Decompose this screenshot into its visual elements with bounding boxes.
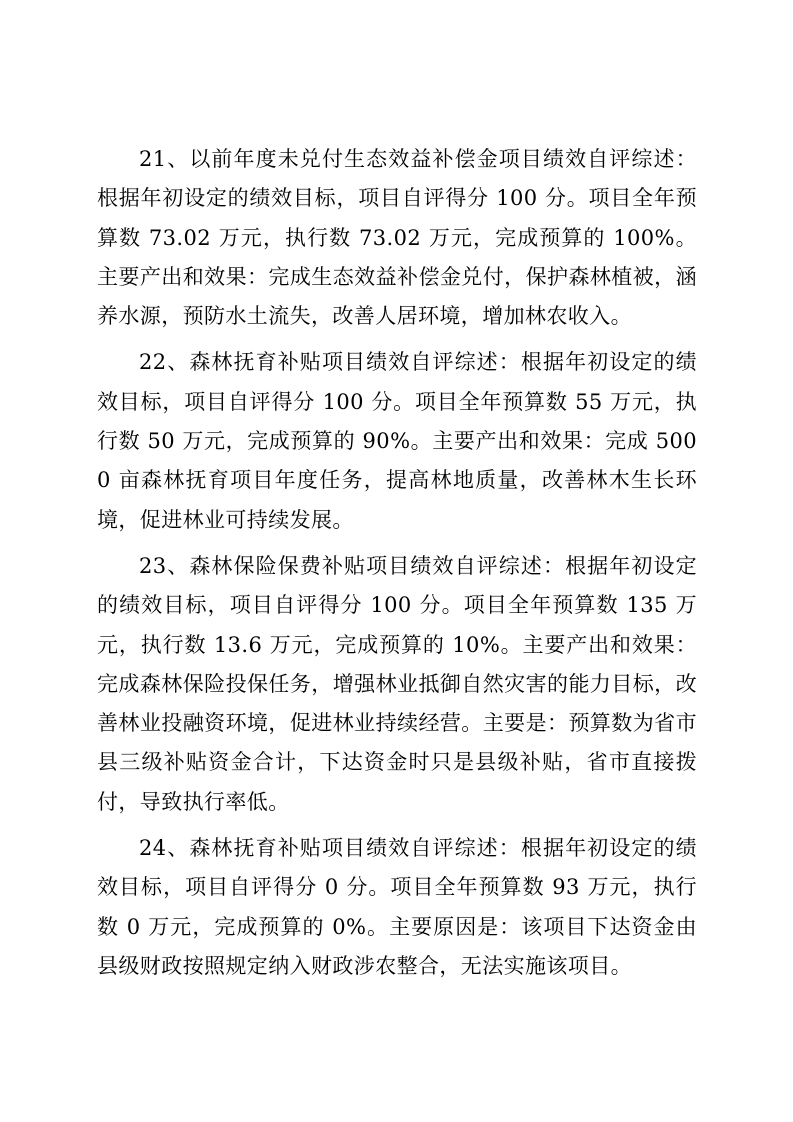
- document-body: [97, 140, 697, 993]
- paragraph-24: 24、森林抚育补贴项目绩效自评综述：根据年初设定的绩效目标，项目自评得分 0 分。项目全年预算数 93 万元，执行数 0 万元，完成预算的 0%。主要原因是：该项目下达资金由县级财政按照规定纳入财政涉农整合，无法实施该项目。: [97, 836, 697, 978]
- paragraph-22: 22、森林抚育补贴项目绩效自评综述：根据年初设定的绩效目标，项目自评得分 100 分。项目全年预算数 55 万元，执行数 50 万元，完成预算的 90%。主要产出和效果：完成 5000 亩森林抚育项目年度任务，提高林地质量，改善林木生长环境，促进林业可持续发展。: [97, 350, 697, 532]
- paragraph-21: 21、以前年度未兑付生态效益补偿金项目绩效自评综述：根据年初设定的绩效目标，项目自评得分 100 分。项目全年预算数 73.02 万元，执行数 73.02 万元，完成预算的 100%。主要产出和效果：完成生态效益补偿金兑付，保护森林植被，涵养水源，预防水土流失，改善人居环境，增加林农收入。: [97, 147, 697, 329]
- paragraph-23: 23、森林保险保费补贴项目绩效自评综述：根据年初设定的绩效目标，项目自评得分 100 分。项目全年预算数 135 万元，执行数 13.6 万元，完成预算的 10%。主要产出和效果：完成森林保险投保任务，增强林业抵御自然灾害的能力目标，改善林业投融资环境，促进林业持续经营。主要是：预算数为省市县三级补贴资金合计，下达资金时只是县级补贴，省市直接拨付，导致执行率低。: [97, 553, 697, 814]
